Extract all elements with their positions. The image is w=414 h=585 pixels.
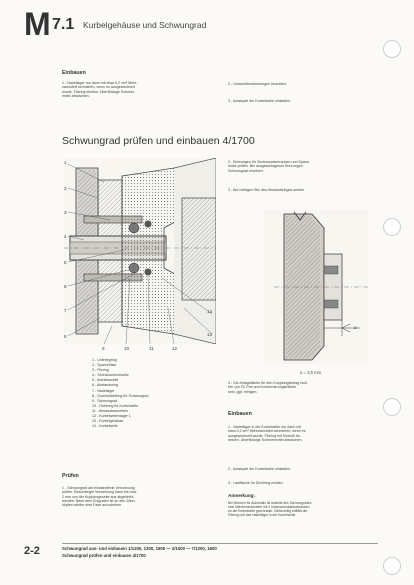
footer-line-2: Schwungrad prüfen und einbauen 4/1700 bbox=[62, 553, 146, 558]
footer-divider bbox=[62, 543, 378, 544]
callout-number: 8 bbox=[64, 334, 67, 339]
callout-number: 14 bbox=[207, 309, 213, 314]
callout-number: 2 bbox=[64, 186, 67, 191]
section-mark: M bbox=[24, 6, 50, 42]
pruefen-text: 1 - Schwungrad auf einwandfreie Verzahnung prüfen. Beschädigte Verzahnung kann bis max. 2 mm von der Kupplungsseite aus abgedreht werden. Nach dem Entgraten ist an den Zahn- köpfen wieder eine Fase anzudrehen. bbox=[62, 486, 138, 508]
callout-number: 7 bbox=[64, 308, 67, 313]
callout-number: 12 bbox=[172, 346, 178, 351]
einbauen-left-text: 1 - Nadellager nur dann mit etwa 0,2 cm³ Mehr- zweckfett schmieren, wenn es ausgewechselt wurde. Filzring einölen. Überflüssige Schmier- mittel abwischen. bbox=[62, 81, 138, 98]
callout-number: 9 bbox=[102, 346, 105, 351]
einbauen-2-step-1: 1 - Nadellager in der Kurbelwelle nur dann mit etwa 0,2 cm³ Mehrzweckfett schmieren, wenn es ausgewechselt wurde. Filzring mit Motoröl be- netzen. Überflüssige Schmiermittel abwischen. bbox=[228, 425, 306, 442]
binder-hole bbox=[383, 557, 401, 575]
note-heading: Anmerkung: bbox=[228, 493, 256, 498]
dimension-label: a bbox=[354, 325, 357, 330]
binder-hole bbox=[383, 398, 401, 416]
section-number: 7.1 bbox=[52, 16, 75, 33]
binder-hole bbox=[383, 40, 401, 58]
binder-hole bbox=[383, 218, 401, 236]
footer-line-1: Schwungrad aus- und einbauen 1/1200, 1300, 1500 — 2/1600 — 7/1200, 1600 bbox=[62, 546, 217, 551]
einbauen-heading: Einbauen bbox=[62, 70, 86, 76]
flywheel-cross-section-drawing bbox=[64, 158, 216, 344]
note-step-2: 2 - Bohrungen für Sechskantschrauben und Spann- hülse prüfen. Bei ausgeschlagenen Bohrungen Schwungrad ersetzen. bbox=[228, 160, 311, 173]
einbauen-2-step-2: 2 - Axialspiel der Kurbelwelle einstellen. bbox=[228, 467, 292, 471]
flywheel-profile-drawing bbox=[264, 210, 368, 364]
callout-number: 5 bbox=[64, 260, 67, 265]
callout-number: 10 bbox=[124, 346, 130, 351]
einbauen-2-heading: Einbauen bbox=[228, 411, 252, 417]
dimension-caption: a = 3,5 mm bbox=[300, 370, 322, 375]
callout-number: 4 bbox=[64, 234, 67, 239]
callout-number: 13 bbox=[207, 332, 213, 337]
callout-number: 11 bbox=[149, 346, 154, 351]
pruefen-heading: Prüfen bbox=[62, 473, 79, 479]
page-number: 2-2 bbox=[24, 545, 40, 557]
einbauen-step-3: 3 - Axialspiel der Kurbelwelle einstellen. bbox=[228, 99, 292, 103]
einbauen-2-step-3: 3 - Lauffläche für Dichtring einölen. bbox=[228, 481, 284, 485]
callout-number: 6 bbox=[64, 284, 67, 289]
page-title: Kurbelgehäuse und Schwungrad bbox=[83, 20, 207, 30]
note-step-4: 4 - Die Anlagefläche für den Kupplungsbelag muß frei von Öl, Fett und Konservierungsmitteln sein, ggf. reinigen. bbox=[228, 381, 308, 394]
callout-number: 3 bbox=[64, 210, 67, 215]
callout-number: 1 bbox=[64, 160, 67, 165]
einbauen-step-2: 2 - Umwuchtmarkierungen beachten. bbox=[228, 82, 287, 86]
section-title: Schwungrad prüfen und einbauen 4/1700 bbox=[62, 135, 255, 147]
note-text: Bei Motoren für Automatic ist anstelle des Schwungrades eine Mitnehmerscheibe mit 3 Innensechskantschrauben an die Kurbelwelle geschraubt. Gleichzeitig entfällt der Filzring und das Nadellager in der Kurbelwelle. bbox=[228, 501, 312, 518]
parts-legend: 1 - Unterlegring 2 - Spannhülse 3 - Filzring 4 - Sechskantschraube 5 - Antriebswelle 6 - Abstandsring 7 - Nadellager 8 - Gummidichtring für Schwungrad 9 - Schwungrad 10 - Dichtring für Kurbelwelle 11 - Abstandsscheiben 12 - Kurbelwellenlager 1 13 - Kurbelgehäuse 14 - Kurbelwelle bbox=[92, 358, 149, 429]
note-step-3: 3 - Auf richtigen Sitz des Abstandsringes achten. bbox=[228, 188, 306, 192]
